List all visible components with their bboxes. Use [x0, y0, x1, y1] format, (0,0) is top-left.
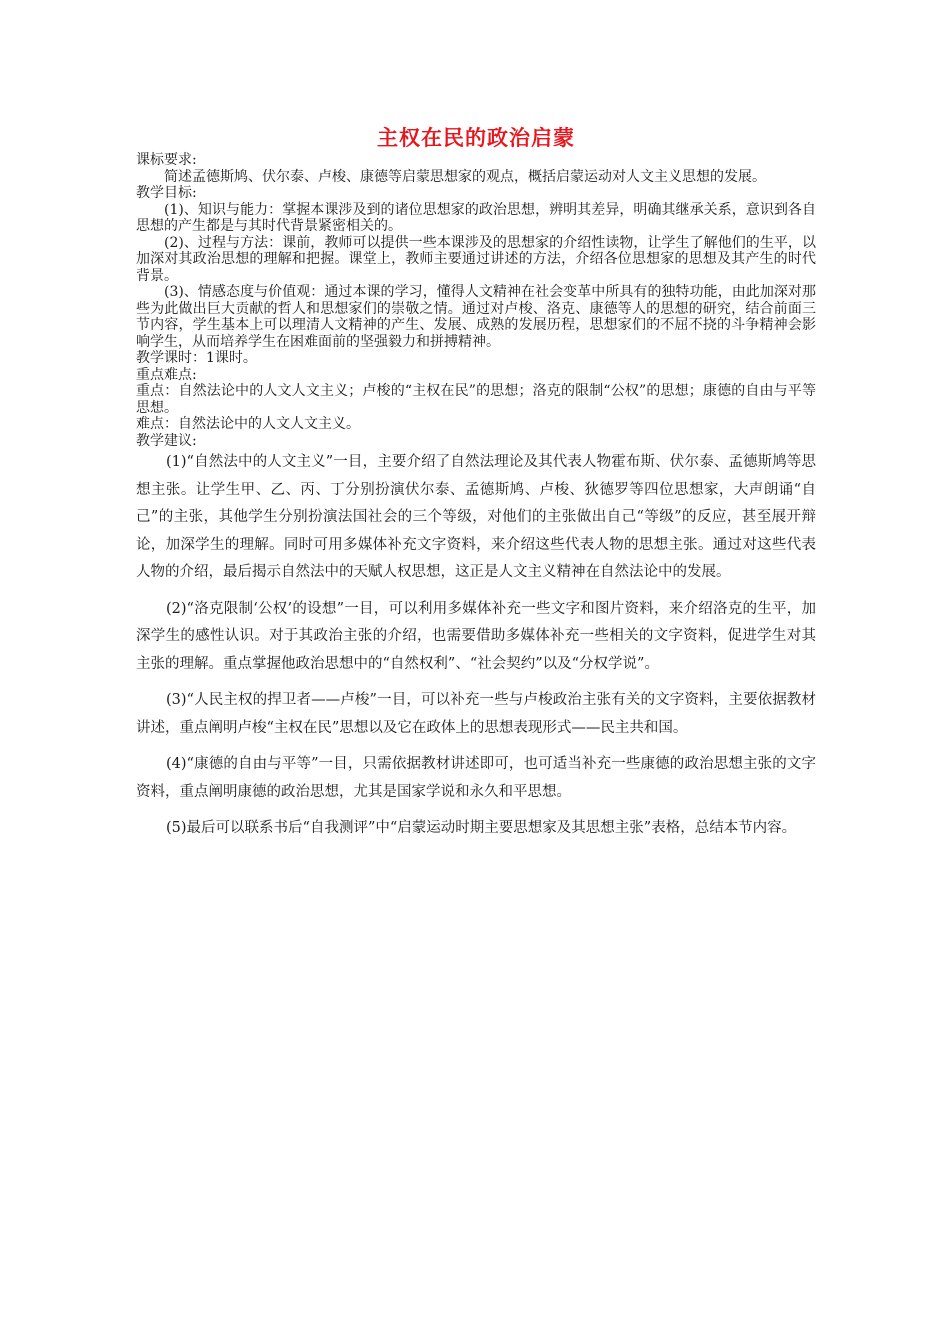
suggestion-2: (2)“洛克限制‘公权’的设想”一目，可以利用多媒体补充一些文字和图片资料，来介绍洛克的生平，加深学生的感性认识。对于其政治主张的介绍，也需要借助多媒体补充一些相关的文字资料，促进学生对其主张的理解。重点掌握他政治思想中的“自然权利”、“社会契约”以及“分权学说”。	[136, 600, 816, 672]
teaching-goals-heading: 教学目标:	[136, 185, 197, 201]
suggestion-4: (4)“康德的自由与平等”一目，只需依据教材讲述即可，也可适当补充一些康德的政治思想主张的文字资料，重点阐明康德的政治思想，尤其是国家学说和永久和平思想。	[136, 756, 816, 800]
suggestion-1: (1)“自然法中的人文主义”一目，主要介绍了自然法理论及其代表人物霍布斯、伏尔泰、孟德斯鸠等思想主张。让学生甲、乙、丙、丁分别扮演伏尔泰、孟德斯鸠、卢梭、狄德罗等四位思想家，大声朗诵“自己”的主张，其他学生分别扮演法国社会的三个等级，对他们的主张做出自己“等级”的反应，甚至展开辩论，加深学生的理解。同时可用多媒体补充文字资料，来介绍这些代表人物的思想主张。通过对这些代表人物的介绍，最后揭示自然法中的天赋人权思想，这正是人文主义精神在自然法论中的发展。	[136, 454, 816, 580]
suggestion-5: (5)最后可以联系书后“自我测评”中“启蒙运动时期主要思想家及其思想主张”表格，总结本节内容。	[166, 820, 797, 836]
suggestions-heading: 教学建议:	[136, 432, 197, 449]
suggestions-section	[136, 449, 816, 843]
course-requirements-text: 简述孟德斯鸠、伏尔泰、卢梭、康德等启蒙思想家的观点，概括启蒙运动对人文主义思想的发展。	[164, 168, 766, 185]
dense-section	[136, 152, 816, 449]
document-title: 主权在民的政治启蒙	[377, 126, 575, 150]
document-page	[136, 124, 816, 852]
key-points-heading: 重点难点:	[136, 366, 197, 383]
suggestion-3: (3)“人民主权的捍卫者——卢梭”一目，可以补充一些与卢梭政治主张有关的文字资料，主要依据教材讲述，重点阐明卢梭“主权在民”思想以及它在政体上的思想表现形式——民主共和国。	[136, 692, 816, 736]
teaching-goal-1: (1)、知识与能力：掌握本课涉及到的诸位思想家的政治思想，辨明其差异，明确其继承关系，意识到各自思想的产生都是与其时代背景紧密相关的。	[136, 201, 816, 234]
teaching-goal-3: (3)、情感态度与价值观：通过本课的学习，懂得人文精神在社会变革中所具有的独特功能，由此加深对那些为此做出巨大贡献的哲人和思想家们的崇敬之情。通过对卢梭、洛克、康德等人的思想的研究，结合前面三节内容，学生基本上可以理清人文精神的产生、发展、成熟的发展历程，思想家们的不屈不挠的斗争精神会影响学生，从而培养学生在困难面前的坚强毅力和拼搏精神。	[136, 284, 816, 350]
class-hours: 教学课时：1课时。	[136, 350, 257, 366]
key-point: 重点：自然法论中的人文人文主义；卢梭的“主权在民”的思想；洛克的限制“公权”的思想；康德的自由与平等思想。	[136, 383, 816, 416]
difficult-point: 难点：自然法论中的人文人文主义。	[136, 416, 360, 432]
teaching-goal-2: (2)、过程与方法：课前，教师可以提供一些本课涉及的思想家的介绍性读物，让学生了解他们的生平，以加深对其政治思想的理解和把握。课堂上，教师主要通过讲述的方法，介绍各位思想家的思想及其产生的时代背景。	[136, 234, 816, 284]
course-requirements-heading: 课标要求:	[136, 152, 197, 168]
